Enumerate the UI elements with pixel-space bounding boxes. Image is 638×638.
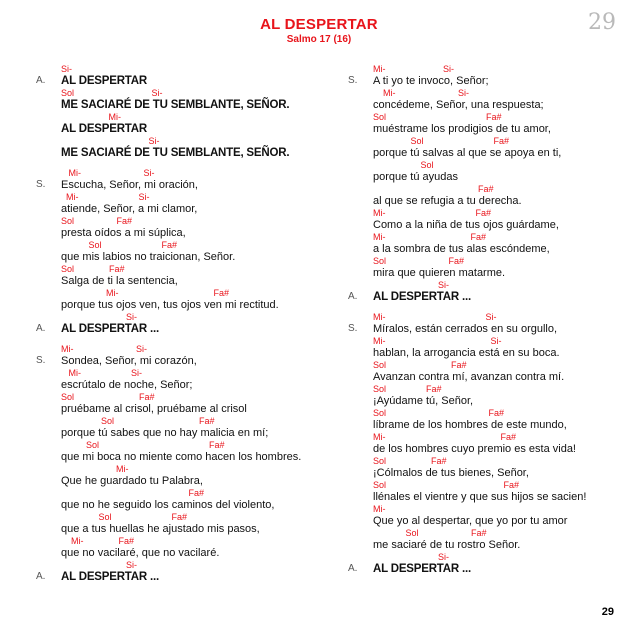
verse-lyric: Salga de ti la sentencia, xyxy=(61,275,178,287)
chord-line: Mi- Si- xyxy=(61,368,143,378)
song-line xyxy=(36,440,336,464)
chord-line: Sol Fa# xyxy=(61,512,188,522)
chord-line: Mi- Si- xyxy=(61,168,155,178)
song-line xyxy=(36,288,336,312)
verse-lyric: líbrame de los hombres de este mundo, xyxy=(373,419,567,431)
song-line xyxy=(36,240,336,264)
song-line xyxy=(348,160,618,184)
chord-line: Mi- Fa# xyxy=(373,232,487,242)
refrain-lyric: AL DESPERTAR xyxy=(61,123,147,135)
verse-lyric: me saciaré de tu rostro Señor. xyxy=(373,539,521,551)
verse-lyric: a la sombra de tus alas escóndeme, xyxy=(373,243,550,255)
chord-line: Mi- xyxy=(61,112,122,122)
song-line xyxy=(36,488,336,512)
song-line xyxy=(36,392,336,416)
verse-lyric: Como a la niña de tus ojos guárdame, xyxy=(373,219,559,231)
chord-line: Si- xyxy=(61,312,138,322)
chord-line: Sol Si- xyxy=(61,88,163,98)
chord-line: Mi- Si- xyxy=(373,336,502,346)
right-column xyxy=(348,64,618,576)
song-line xyxy=(36,368,336,392)
chord-line: Mi- Fa# xyxy=(61,536,135,546)
chord-line: Mi- xyxy=(61,464,129,474)
verse-lyric: que no he seguido los caminos del violento, xyxy=(61,499,275,511)
section-marker: A. xyxy=(36,75,46,86)
verse-lyric: muéstrame los prodigios de tu amor, xyxy=(373,123,551,135)
song-line xyxy=(348,88,618,112)
verse-lyric: que no vacilaré, que no vacilaré. xyxy=(61,547,220,559)
verse-lyric: A ti yo te invoco, Señor; xyxy=(373,75,489,87)
song-line xyxy=(348,552,618,576)
song-subtitle: Salmo 17 (16) xyxy=(286,34,352,45)
page-number-top: 29 xyxy=(588,10,616,35)
song-line xyxy=(348,480,618,504)
song-line xyxy=(348,232,618,256)
verse-lyric: Que he guardado tu Palabra, xyxy=(61,475,203,487)
song-line xyxy=(348,312,618,336)
verse-lyric: Míralos, están cerrados en su orgullo, xyxy=(373,323,558,335)
chord-line: Mi- Fa# xyxy=(373,432,517,442)
chord-line: Sol Fa# xyxy=(373,456,447,466)
verse-lyric: atiende, Señor, a mi clamor, xyxy=(61,203,198,215)
chord-line: Sol Fa# xyxy=(373,256,465,266)
song-line xyxy=(36,560,336,584)
refrain-lyric: ME SACIARÉ DE TU SEMBLANTE, SEÑOR. xyxy=(61,147,290,159)
section-marker: S. xyxy=(348,75,358,86)
song-line xyxy=(348,256,618,280)
refrain-lyric: AL DESPERTAR ... xyxy=(61,571,159,583)
verse-lyric: porque tus ojos ven, tus ojos ven mi rectitud. xyxy=(61,299,279,311)
verse-lyric: llénales el vientre y que sus hijos se sacien! xyxy=(373,491,587,503)
chord-line: Sol Fa# xyxy=(373,112,502,122)
song-line xyxy=(36,264,336,288)
song-line xyxy=(348,432,618,456)
song-line xyxy=(348,280,618,304)
chord-line: Si- xyxy=(61,64,72,74)
verse-lyric: ¡Cólmalos de tus bienes, Señor, xyxy=(373,467,529,479)
song-line xyxy=(36,88,336,112)
verse-lyric: porque tú ayudas xyxy=(373,171,459,183)
verse-lyric: hablan, la arrogancia está en su boca. xyxy=(373,347,560,359)
verse-lyric: que a tus huellas he ajustado mis pasos, xyxy=(61,523,260,535)
song-line xyxy=(348,336,618,360)
verse-lyric: Escucha, Señor, mi oración, xyxy=(61,179,198,191)
chord-line: Mi- Fa# xyxy=(61,288,230,298)
refrain-lyric: AL DESPERTAR ... xyxy=(61,323,159,335)
chord-line: Sol xyxy=(373,160,434,170)
section-marker: A. xyxy=(348,563,358,574)
chord-line: Fa# xyxy=(373,184,494,194)
chord-line: Sol Fa# xyxy=(61,416,215,426)
chord-line: Si- xyxy=(61,136,160,146)
chord-line: Mi- Si- xyxy=(373,312,497,322)
chord-line: Mi- Si- xyxy=(373,88,470,98)
chord-line: Sol Fa# xyxy=(373,360,467,370)
song-line xyxy=(348,528,618,552)
verse-lyric: porque tú sabes que no hay malicia en mí; xyxy=(61,427,269,439)
verse-lyric: al que se refugia a tu derecha. xyxy=(373,195,522,207)
chord-line: Sol Fa# xyxy=(61,240,178,250)
song-line xyxy=(36,344,336,368)
song-line xyxy=(348,384,618,408)
song-line xyxy=(348,360,618,384)
verse-lyric: Sondea, Señor, mi corazón, xyxy=(61,355,197,367)
song-line xyxy=(348,184,618,208)
song-line xyxy=(348,504,618,528)
stanza-gap xyxy=(36,160,336,168)
chord-line: Mi- Si- xyxy=(373,64,455,74)
verse-lyric: escrútalo de noche, Señor; xyxy=(61,379,193,391)
verse-lyric: que mis labios no traicionan, Señor. xyxy=(61,251,236,263)
verse-lyric: Que yo al despertar, que yo por tu amor xyxy=(373,515,568,527)
chord-line: Si- xyxy=(373,552,450,562)
chord-line: Sol Fa# xyxy=(373,408,505,418)
verse-lyric: porque tú salvas al que se apoya en ti, xyxy=(373,147,562,159)
song-line xyxy=(36,312,336,336)
chord-line: Sol Fa# xyxy=(373,480,520,490)
chord-line: Si- xyxy=(61,560,138,570)
chord-line: Sol Fa# xyxy=(61,440,225,450)
section-marker: A. xyxy=(36,571,46,582)
verse-lyric: ¡Ayúdame tú, Señor, xyxy=(373,395,474,407)
song-line xyxy=(348,456,618,480)
section-marker: S. xyxy=(348,323,358,334)
chord-line: Fa# xyxy=(61,488,205,498)
verse-lyric: concédeme, Señor, una respuesta; xyxy=(373,99,544,111)
chord-line: Mi- xyxy=(373,504,386,514)
section-marker: A. xyxy=(348,291,358,302)
page-number-bottom: 29 xyxy=(601,606,614,618)
chord-line: Si- xyxy=(373,280,450,290)
song-line xyxy=(348,408,618,432)
chord-line: Sol Fa# xyxy=(373,528,487,538)
verse-lyric: de los hombres cuyo premio es esta vida! xyxy=(373,443,576,455)
refrain-lyric: AL DESPERTAR xyxy=(61,75,147,87)
song-line xyxy=(36,136,336,160)
chord-line: Sol Fa# xyxy=(373,136,510,146)
left-column xyxy=(36,64,336,584)
verse-lyric: que mi boca no miente como hacen los hombres. xyxy=(61,451,302,463)
verse-lyric: pruébame al crisol, pruébame al crisol xyxy=(61,403,247,415)
verse-lyric: presta oídos a mi súplica, xyxy=(61,227,186,239)
stanza-gap xyxy=(348,304,618,312)
song-line xyxy=(36,512,336,536)
song-line xyxy=(36,464,336,488)
chord-line: Mi- Si- xyxy=(61,192,150,202)
song-line xyxy=(36,168,336,192)
refrain-lyric: AL DESPERTAR ... xyxy=(373,291,471,303)
chord-line: Sol Fa# xyxy=(61,216,133,226)
song-title: AL DESPERTAR xyxy=(260,16,378,33)
chord-line: Sol Fa# xyxy=(373,384,442,394)
verse-lyric: Avanzan contra mí, avanzan contra mí. xyxy=(373,371,565,383)
chord-line: Mi- Si- xyxy=(61,344,148,354)
song-line xyxy=(36,216,336,240)
song-line xyxy=(348,208,618,232)
song-line xyxy=(348,136,618,160)
song-line xyxy=(36,192,336,216)
chord-line: Sol Fa# xyxy=(61,392,155,402)
verse-lyric: mira que quieren matarme. xyxy=(373,267,506,279)
song-line xyxy=(36,416,336,440)
chord-line: Mi- Fa# xyxy=(373,208,492,218)
song-line xyxy=(348,112,618,136)
song-line xyxy=(36,64,336,88)
refrain-lyric: AL DESPERTAR ... xyxy=(373,563,471,575)
song-line xyxy=(36,112,336,136)
section-marker: S. xyxy=(36,179,46,190)
section-marker: S. xyxy=(36,355,46,366)
song-line xyxy=(348,64,618,88)
song-line xyxy=(36,536,336,560)
chord-line: Sol Fa# xyxy=(61,264,125,274)
section-marker: A. xyxy=(36,323,46,334)
stanza-gap xyxy=(36,336,336,344)
refrain-lyric: ME SACIARÉ DE TU SEMBLANTE, SEÑOR. xyxy=(61,99,290,111)
